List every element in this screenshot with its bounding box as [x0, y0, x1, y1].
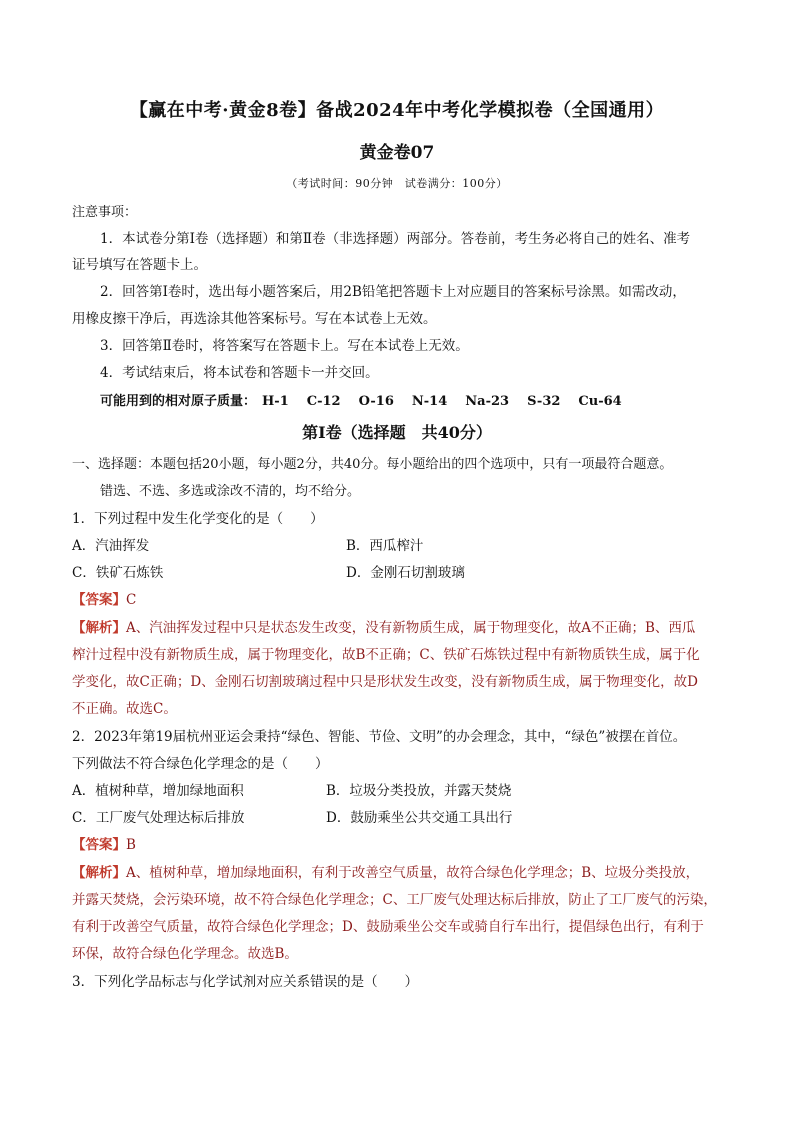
analysis-label: 【解析】 — [72, 865, 126, 881]
paper-subtitle: 黄金卷07 — [359, 143, 435, 163]
answer-value: B — [126, 837, 136, 853]
atomic-mass: C-12 — [306, 394, 341, 409]
page-title: 【赢在中考·黄金8卷】备战2024年中考化学模拟卷（全国通用） — [129, 100, 665, 121]
analysis-text: 环保，故符合绿色化学理念。故选B。 — [72, 946, 298, 962]
analysis-line — [72, 618, 695, 638]
analysis-line — [72, 863, 699, 883]
atomic-masses-label: 可能用到的相对原子质量： — [100, 394, 257, 409]
analysis-text: 有利于改善空气质量，故符合绿色化学理念；D、鼓励乘坐公交车或骑自行车出行，提倡绿色出行，有利于 — [72, 919, 704, 935]
question-stem: 3．下列化学品标志与化学试剂对应关系错误的是（ ） — [72, 974, 419, 990]
atomic-mass: Cu-64 — [578, 394, 622, 409]
section-title: 第Ⅰ卷（选择题 共40分） — [302, 423, 492, 442]
answer-line — [72, 590, 136, 610]
notice-item: 证号填写在答题卡上。 — [72, 257, 207, 273]
notice-item: 用橡皮擦干净后，再选涂其他答案标号。写在本试卷上无效。 — [72, 311, 437, 327]
section-instruction: 错选、不选、多选或涂改不清的，均不给分。 — [100, 484, 361, 499]
analysis-text: 并露天焚烧，会污染环境，故不符合绿色化学理念；C、工厂废气处理达标后排放，防止了工厂废气的污染， — [72, 892, 717, 908]
answer-value: C — [126, 592, 137, 608]
answer-label: 【答案】 — [72, 837, 126, 853]
atomic-mass: Na-23 — [465, 394, 510, 409]
analysis-text: 不正确。故选C。 — [72, 701, 177, 717]
question-stem: 2．2023年第19届杭州亚运会秉持“绿色、智能、节俭、文明”的办会理念，其中，“绿色”被摆在首位。 — [72, 729, 687, 745]
notice-item: 2．回答第Ⅰ卷时，选出每小题答案后，用2B铅笔把答题卡上对应题目的答案标号涂黑。如需改动， — [100, 284, 686, 300]
notice-item: 3．回答第Ⅱ卷时，将答案写在答题卡上。写在本试卷上无效。 — [100, 338, 469, 354]
atomic-mass: S-32 — [527, 394, 561, 409]
question-stem: 1．下列过程中发生化学变化的是（ ） — [72, 511, 324, 527]
section-instruction: 一、选择题：本题包括20小题，每小题2分，共40分。每小题给出的四个选项中，只有一项最符合题意。 — [72, 457, 673, 472]
question-option: B．西瓜榨汁 — [346, 538, 424, 554]
answer-label: 【答案】 — [72, 592, 126, 608]
answer-line — [72, 835, 136, 855]
question-option: D．金刚石切割玻璃 — [346, 565, 465, 581]
notice-item: 4．考试结束后，将本试卷和答题卡一并交回。 — [100, 365, 379, 381]
analysis-text: 学变化，故C正确；D、金刚石切割玻璃过程中只是形状发生改变，没有新物质生成，属于物理变化，故D — [72, 674, 698, 690]
atomic-mass: H-1 — [262, 394, 289, 409]
question-option: C．工厂废气处理达标后排放 — [72, 810, 245, 826]
question-option: B．垃圾分类投放，并露天焚烧 — [326, 783, 512, 799]
question-option: C．铁矿石炼铁 — [72, 565, 164, 581]
exam-info: （考试时间：90分钟 试卷满分：100分） — [286, 177, 508, 190]
question-option: A．汽油挥发 — [72, 538, 150, 554]
notice-item: 1．本试卷分第Ⅰ卷（选择题）和第Ⅱ卷（非选择题）两部分。答卷前，考生务必将自己的姓名、准考 — [100, 231, 691, 247]
question-option: D．鼓励乘坐公共交通工具出行 — [326, 810, 513, 826]
atomic-mass: N-14 — [411, 394, 448, 409]
analysis-text: A、植树种草，增加绿地面积，有利于改善空气质量，故符合绿色化学理念；B、垃圾分类投放， — [126, 865, 700, 881]
analysis-label: 【解析】 — [72, 620, 126, 636]
question-stem: 下列做法不符合绿色化学理念的是（ ） — [72, 756, 329, 772]
question-option: A．植树种草，增加绿地面积 — [72, 783, 244, 799]
atomic-mass: O-16 — [358, 394, 394, 409]
analysis-text: A、汽油挥发过程中只是状态发生改变，没有新物质生成，属于物理变化，故A不正确；B、西瓜 — [126, 620, 696, 636]
notice-title: 注意事项： — [72, 205, 138, 220]
analysis-text: 榨汁过程中没有新物质生成，属于物理变化，故B不正确；C、铁矿石炼铁过程中有新物质铁生成，属于化 — [72, 647, 700, 663]
atomic-masses — [100, 392, 640, 412]
